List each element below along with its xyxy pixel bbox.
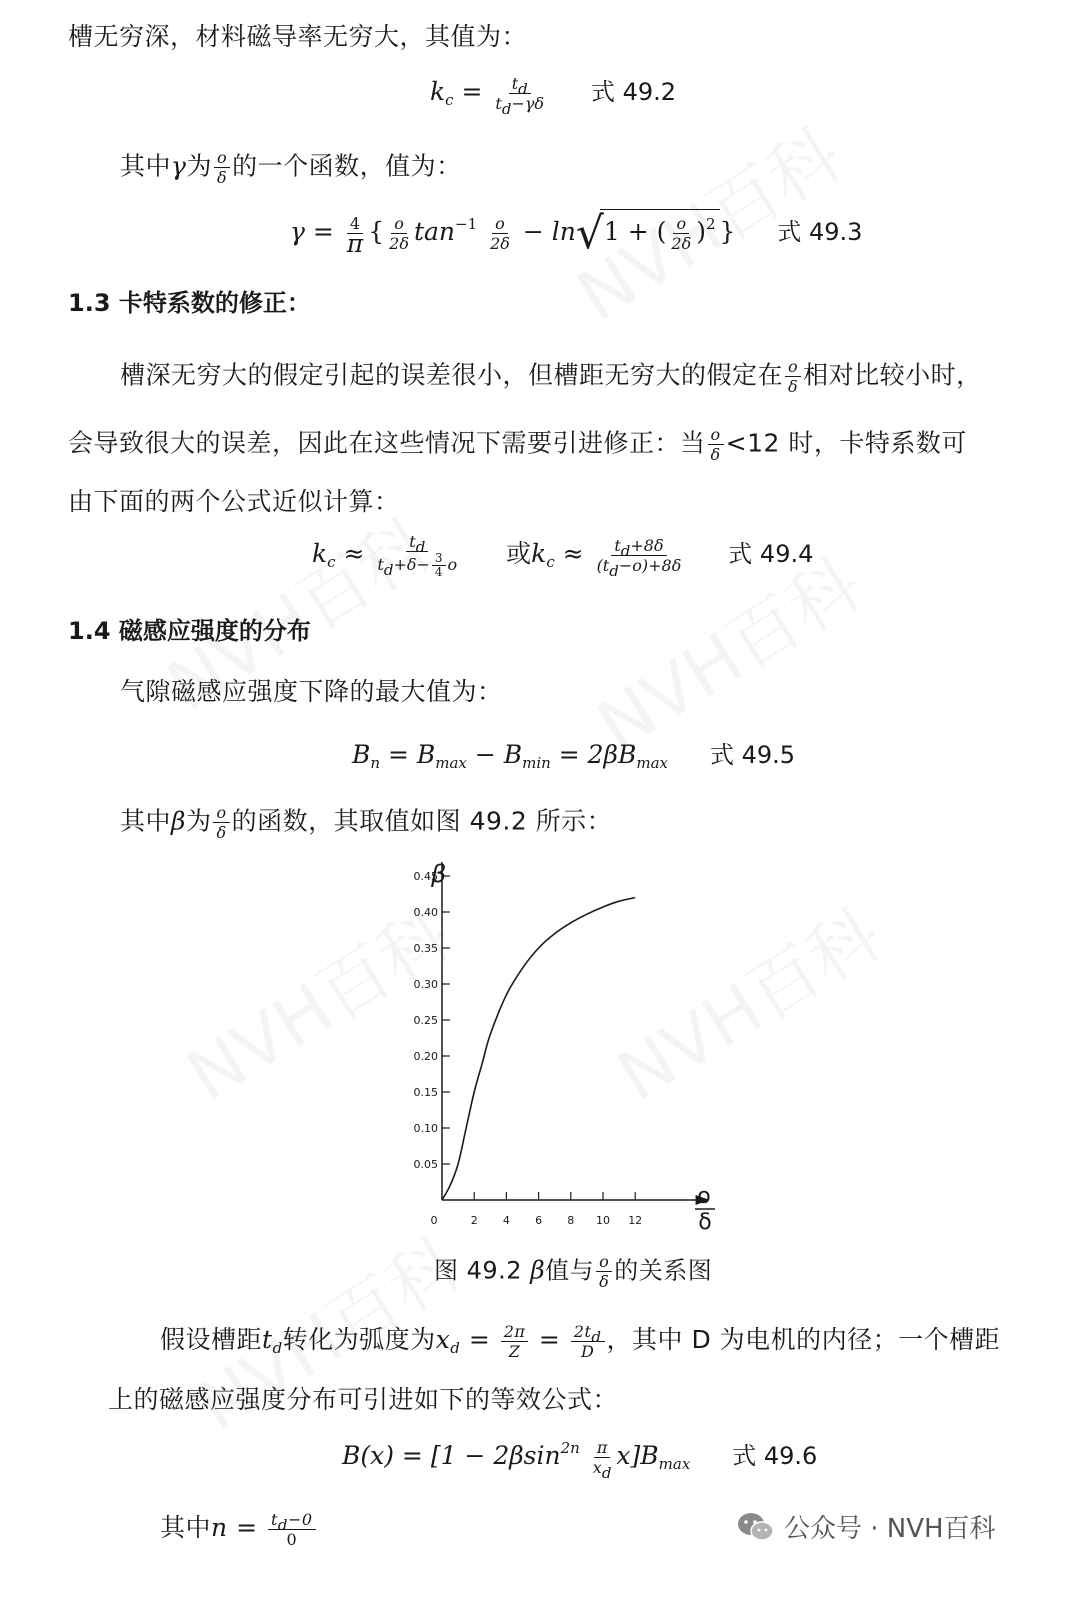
y-tick-label: 0.45 xyxy=(413,870,438,883)
y-tick-label: 0.15 xyxy=(413,1086,438,1099)
y-tick-label: 0.30 xyxy=(413,978,438,991)
paragraph-carter-line1: 槽深无穷大的假定引起的误差很小，但槽距无穷大的假定在 $\frac{o}{\delta}$ 相对比较小时， xyxy=(120,357,982,396)
x-tick-label: 0 xyxy=(430,1214,438,1227)
wechat-icon xyxy=(736,1511,776,1543)
equation-49-2: $k_c$ = $\frac{t_d}{t_d-\gamma\delta}$ 式 49.2 xyxy=(430,74,677,118)
series-line-beta xyxy=(442,898,635,1200)
paragraph-slot-pitch-line2: 上的磁感应强度分布可引进如下的等效公式： xyxy=(108,1385,619,1414)
footer-account xyxy=(736,1508,996,1545)
equation-label: 式 49.5 xyxy=(709,741,796,769)
paragraph-gamma: 其中γ为 $\frac{o}{\delta}$ 的一个函数，值为： xyxy=(120,148,462,187)
equation-49-3: γ = $\frac{4}{\pi}$ { $\frac{o}{2\delta}$ $\tan^{-1}$ $\frac{o}{2\delta}$ − ln√1 + ( $\frac{o}{2\delta}$ )$^2$ } 式 49.3 xyxy=(290,208,863,259)
y-tick-label: 0.10 xyxy=(413,1122,438,1135)
paragraph-carter-line2: 会导致很大的误差，因此在这些情况下需要引进修正：当 $\frac{o}{\delta}$ <12 时，卡特系数可 xyxy=(68,425,967,464)
section-heading-1-3: 1.3 卡特系数的修正： xyxy=(68,289,311,317)
y-tick-label: 0.25 xyxy=(413,1014,438,1027)
equation-label: 式 49.2 xyxy=(591,78,677,106)
x-axis-label-denominator: δ xyxy=(698,1210,712,1235)
paragraph-n-definition: 其中n = $\frac{t_d-0}{0}$ xyxy=(160,1510,318,1549)
y-axis-label: β xyxy=(431,860,447,888)
paragraph-intro: 槽无穷深，材料磁导率无穷大，其值为： xyxy=(68,22,528,51)
equation-label: 式 49.4 xyxy=(728,540,814,568)
y-tick-label: 0.05 xyxy=(413,1158,438,1171)
equation-49-6: B(x) = [1 − 2βsin$^{2n}$ $\frac{\pi}{x_d}$ $x]B_{max}$ 式 49.6 xyxy=(342,1438,818,1482)
paragraph-beta: 其中β为 $\frac{o}{\delta}$ 的函数，其取值如图 49.2 所示： xyxy=(120,803,613,842)
paragraph-max-drop: 气隙磁感应强度下降的最大值为： xyxy=(120,677,503,706)
y-tick-label: 0.40 xyxy=(413,906,438,919)
paragraph-carter-line3: 由下面的两个公式近似计算： xyxy=(68,487,400,516)
footer-text: 公众号 · NVH百科 xyxy=(784,1514,996,1544)
y-tick-label: 0.20 xyxy=(413,1050,438,1063)
equation-49-4: $k_c$ ≈ $t_d$ $t_d+\delta-$ $\frac{3}{4}$ o 或$k_c$ ≈ $\frac{t_d+8\delta}{(t_d-o)+8\delta}$ 式 49.4 xyxy=(312,532,814,580)
x-tick-label: 12 xyxy=(628,1214,643,1227)
equation-label: 式 49.3 xyxy=(777,218,863,246)
equation-49-5: $B_n = B_{max} - B_{min} = 2\beta B_{max}$ 式 49.5 xyxy=(352,740,796,772)
chart-axes xyxy=(442,862,710,1205)
x-tick-label: 10 xyxy=(596,1214,610,1227)
x-tick-label: 8 xyxy=(567,1214,575,1227)
section-heading-1-4: 1.4 磁感应强度的分布 xyxy=(68,617,311,645)
x-tick-label: 6 xyxy=(535,1214,543,1227)
figure-caption: 图 49.2 β值与 $\frac{o}{\delta}$ 的关系图 xyxy=(434,1252,713,1291)
x-tick-label: 4 xyxy=(502,1214,510,1227)
x-tick-label: 2 xyxy=(470,1214,478,1227)
paragraph-slot-pitch-line1: 假设槽距$t_d$转化为弧度为$x_d$ = $\frac{2\pi}{Z}$ = $\frac{2t_d}{D}$ ，其中 D 为电机的内径；一个槽距 xyxy=(160,1322,1001,1361)
x-axis-label-numerator: o xyxy=(697,1184,711,1209)
equation-label: 式 49.6 xyxy=(732,1442,818,1470)
y-tick-label: 0.35 xyxy=(413,942,438,955)
beta-chart xyxy=(400,850,740,1245)
